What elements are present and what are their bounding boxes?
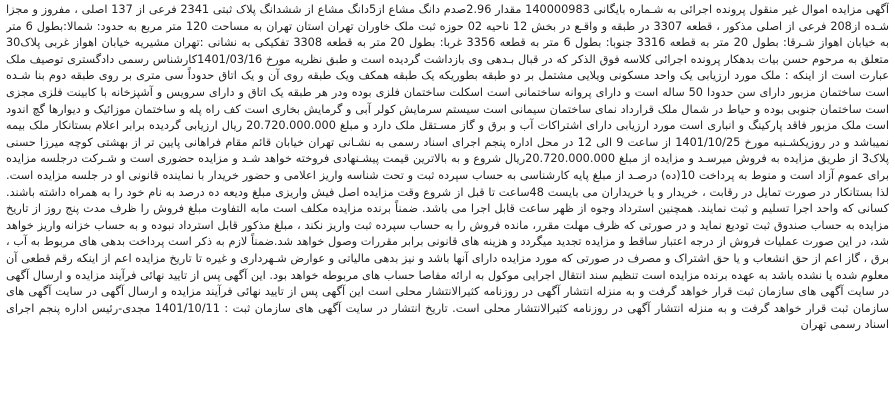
auction-notice-text: آگهی مزایده اموال غیر منقول پرونده اجرائی به شـماره بایگانی 140000983 مقدار 2.96صدم دانگ مشاع از5دانگ مشاع از ششدانگ پلاک ثبتی 2341 فرعی از 137 اصلی ، مفروز و مجزا شـده از208 فرعی از اصلی مذکور ، قطعه 3307 در طبقه و واقـع در بخش 12 ناحیه 02 حوزه ثبت ملک خاوران تهران استان تهران به مساحت 120 متر مربع به حدود: شمالا:بطول 6 متر به خیابان اهواز شـرقا: بطول 20 متر به قطعه 3316 جنوبا: بطول 6 متر به قطعه 3356 غربا: بطول 20 متر به قطعه 3308 تفکیکی به نشانی :تهران مشیریه خیابان اهواز غربی پلاک30 متعلق به مرحوم حسن بیات بدهکار پرونده اجرائی کلاسه فوق الذکر که در قبال بـدهی وی بازداشت گردیده است و طبق نظریه مورخ 1401/03/16کارشناس رسمی دادگستری توصیف ملک عبارت است از اینکه : ملک مورد ارزیابی یک واحد مسکونی ویلایی مشتمل بر دو طبقه بطوریکه یک طبقه همکف ویک طبقه روی آن و یک اتاق حدوداً سی متری بر روی طبقه دوم بنا شـده است ساختمان مزبور دارای سن حدودا 50 ساله است و دارای پروانه ساختمانی است اسکلت ساختمان فلزی بوده ودر هر طبقه یک اتاق و دارای سرویس و آشپزخانه با کابینت فلزی مجزی است ساختمان جنوبی بوده و حیاط در شمال ملک قرارداد نمای ساختمان سیمانی است سیستم سرمایش کولر آبی و گرمایش بخاری است کف راه پله و ساختمان موزائیک و دیوارها گچ اندود است ملک مزبور فاقد پارکینگ و انباری است مورد ارزیابی دارای اشتراکات آب و برق و گاز مسـتقل ملک دارد و مبلغ 20.720.000.000 ریال ارزیابی گردیده برابر اعلام بستانکار ملک بیمه نمیباشد و در روزیکشـنبه مورخ 1401/10/25 از ساعت 9 الی 12 در محل اداره پنجم اجرای اسناد رسمی به نشـانی تهران خیابان قائم مقام فراهانی پایین تر از بهشتی کوچه میرزا حسنی پلاک3 از طریق مزایده به فروش میرسـد و مزایده از مبلغ 20.720.000.000ریال شروع و به بالاترین قیمت پیشـنهادی فروخته خواهد شـد و مزایده حضوری است و شـرکت درجلسه مزایده برای عموم آزاد است و منوط به پرداخت 10(ده) درصـد از مبلغ پایه کارشناسی به حساب سپرده ثبت و تحت شناسه واریز اعلامی و حضور خریدار با نماینده قانونی او در جلسه مزایده است. لذا بستانکار در صورت تمایل در رقابت ، خریدار و یا خریداران می بایست 48ساعت تا قبل از شروع وقت مزایده اصل فیش واریزی مبلغ ودیعه ده درصد به نام خود را به همراه داشته باشند. کسانی که واحد اجرا تسلیم و ثبت نمایند. همچنین استرداد وجوه از ظهر ساعت قابل اجرا می باشد. ضمناً برنده مزایده مکلف است مابه التفاوت مبلغ فروش را ظرف مدت پنج روز از تاریخ مزایده به حساب صندوق ثبت تودیع نماید و در صورتی که ظرف مهلت مقرر، مانده فروش را به حساب سپرده ثبت واریز نکند ، مبلغ مذکور قابل استرداد نبوده و به حساب خزانه واریز خواهد شد، در این صورت عملیات فروش از درجه اعتبار ساقط و مزایده تجدید میگردد و هزینه های قانونی برابر مقررات وصول خواهد شد.ضمناً لازم به ذکر است پرداخت بدهی های مربوط به آب ، برق ، گاز اعم از حق انشعاب و یا حق اشتراک و مصرف در صورتی که مورد مزایده دارای آنها باشد و نیز بدهی مالیاتی و عوارض شـهرداری و غیره تا تاریخ مزایده اعم از اینکه رقم قطعی آن معلوم شده یا نشده باشد به عهده برنده مزایده است تنظیم سند انتقال اجرایی موکول به ارائه مفاصا حساب های مربوطه خواهد بود. این آگهی پس از تایید نهائی فرآیند مزایده و ارسال آگهی در سایت آگهی های سازمان ثبت قرار خواهد گرفت و به منزله انتشار آگهی در روزنامه کثیرالانتشار محلی است این آگهی پس از تایید نهائی فرآیند مزایده و ارسال آگهی در سایت آگهی های سازمان ثبت قرار خواهد گرفت و به منزله انتشار آگهی در روزنامه کثیرالانتشار محلی است. تاریخ انتشار در سایت آگهی های سازمان ثبت : 1401/10/11 مجدی-رئیس اداره پنجم اجرای اسناد رسمی تهران — [6, 3, 889, 332]
